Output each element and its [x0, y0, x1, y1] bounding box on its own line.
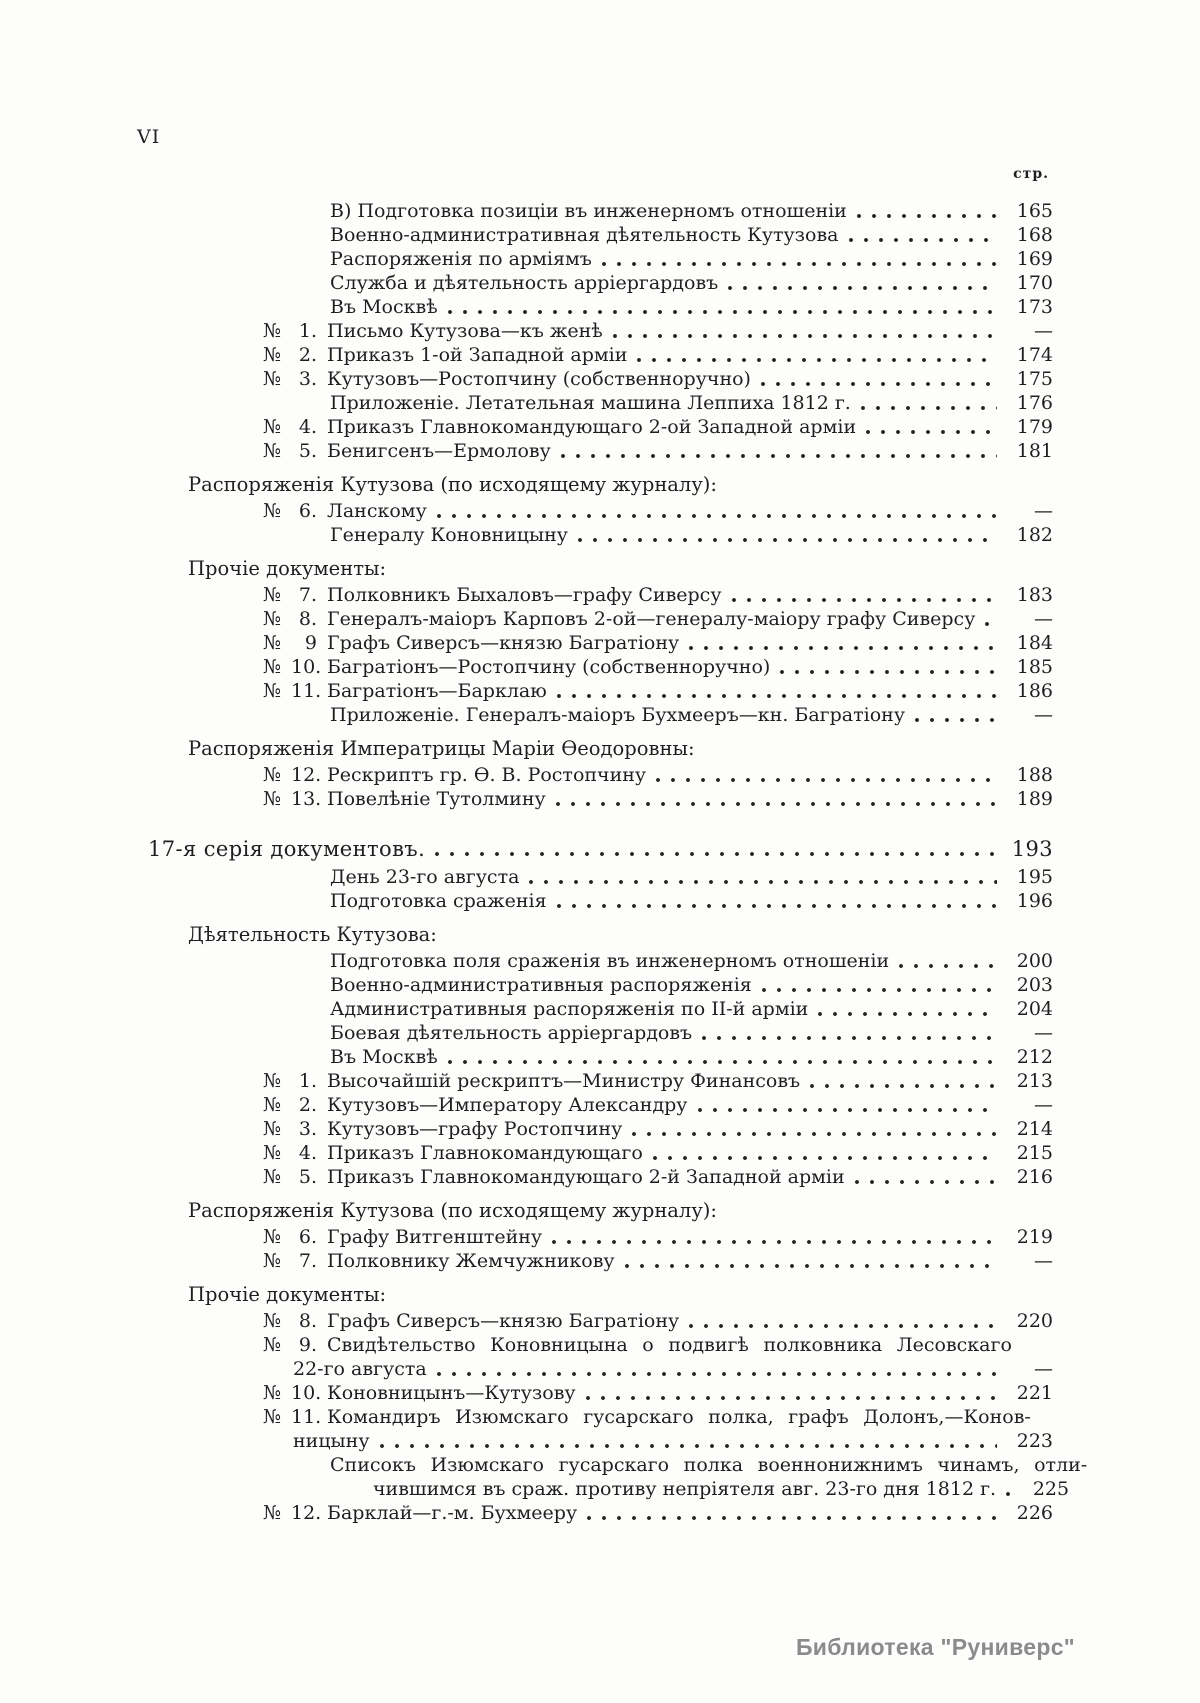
entry-number: 4. — [298, 416, 317, 438]
toc-row — [138, 319, 1053, 343]
page-number: 170 — [1016, 272, 1053, 294]
numero-sign: № — [263, 1094, 281, 1116]
numero-sign: № — [263, 320, 281, 342]
toc-section-heading — [138, 737, 1053, 761]
entry-number: 3. — [298, 368, 317, 390]
numero-sign: № — [263, 584, 281, 606]
dot-leader — [731, 597, 997, 603]
page-number: 189 — [1016, 788, 1053, 810]
dot-leader — [612, 333, 997, 339]
page-number: 226 — [1016, 1502, 1053, 1524]
page-number: 174 — [1016, 344, 1053, 366]
page-number: — — [1034, 500, 1053, 522]
toc-row — [138, 1249, 1053, 1273]
entry-number: 9. — [298, 1334, 317, 1356]
entry-title: Бенигсенъ—Ермолову — [327, 440, 551, 462]
dot-leader — [1005, 1491, 1013, 1497]
toc-row — [138, 1477, 1070, 1501]
numero-sign: № — [263, 1502, 281, 1524]
dot-leader — [727, 285, 997, 291]
entry-title: Ланскому — [327, 500, 427, 522]
toc-row — [138, 367, 1053, 391]
page-number: 214 — [1016, 1118, 1053, 1140]
entry-number: 12. — [291, 764, 322, 786]
page-number: 183 — [1016, 584, 1053, 606]
entry-number: 13. — [291, 788, 322, 810]
entry-title: Коновницынъ—Кутузову — [327, 1382, 576, 1404]
library-watermark: Библиотека "Руниверс" — [795, 1634, 1075, 1660]
entry-number: 9 — [304, 632, 317, 654]
entry-title: Прочіе документы: — [188, 557, 387, 580]
toc-row — [138, 499, 1053, 523]
entry-number: 8. — [298, 608, 317, 630]
toc-section-heading — [138, 923, 1053, 947]
entry-number: 6. — [298, 1226, 317, 1248]
toc-section-heading — [138, 1283, 1053, 1307]
toc-row — [138, 889, 1053, 913]
numero-sign: № — [263, 1166, 281, 1188]
entry-title: Багратіонъ—Барклаю — [327, 680, 547, 702]
toc-row — [138, 1333, 1053, 1357]
entry-title: Генералу Коновницыну — [330, 524, 568, 546]
dot-leader — [860, 405, 997, 411]
dot-leader — [436, 1371, 997, 1377]
numero-sign: № — [263, 656, 281, 678]
toc-row — [138, 1117, 1053, 1141]
dot-leader — [854, 1179, 997, 1185]
numero-sign: № — [263, 1310, 281, 1332]
toc-row — [138, 655, 1053, 679]
entry-title: Служба и дѣятельность арріергардовъ — [330, 272, 719, 294]
page-number: 193 — [1011, 837, 1053, 861]
page-number: 223 — [1016, 1430, 1053, 1452]
toc-row — [138, 1501, 1053, 1525]
dot-leader — [914, 717, 997, 723]
page-number: 181 — [1016, 440, 1053, 462]
toc-row — [138, 1165, 1053, 1189]
dot-leader — [624, 1263, 997, 1269]
page-number: — — [1034, 1094, 1053, 1116]
page-column-header: стр. — [1013, 166, 1049, 182]
entry-number: 5. — [298, 1166, 317, 1188]
dot-leader — [601, 261, 997, 267]
entry-title: Кутузовъ—Императору Александру — [327, 1094, 688, 1116]
numero-sign: № — [263, 788, 281, 810]
page-number: — — [1034, 320, 1053, 342]
toc-row — [138, 1045, 1053, 1069]
page-number: 212 — [1016, 1046, 1053, 1068]
entry-title: Военно-административная дѣятельность Кутузова — [330, 224, 839, 246]
numero-sign: № — [263, 1142, 281, 1164]
dot-leader — [817, 1011, 997, 1017]
entry-number: 11. — [291, 1406, 322, 1428]
entry-title: Боевая дѣятельность арріергардовъ — [330, 1022, 693, 1044]
dot-leader — [555, 801, 997, 807]
dot-leader — [560, 453, 997, 459]
toc-section-heading — [138, 473, 1053, 497]
page-number: 175 — [1016, 368, 1053, 390]
toc-row — [138, 787, 1053, 811]
numero-sign: № — [263, 500, 281, 522]
entry-title: Командиръ Изюмскаго гусарскаго полка, графъ Долонъ,—Конов- — [327, 1406, 1031, 1428]
numero-sign: № — [263, 680, 281, 702]
dot-leader — [636, 357, 997, 363]
entry-title: ницыну — [293, 1430, 370, 1452]
entry-title: Распоряженія Кутузова (по исходящему журналу): — [188, 1199, 717, 1222]
page-number: 220 — [1016, 1310, 1053, 1332]
dot-leader — [585, 1395, 997, 1401]
entry-number: 7. — [298, 584, 317, 606]
page-number: — — [1034, 608, 1053, 630]
toc-row — [138, 1225, 1053, 1249]
numero-sign: № — [263, 1382, 281, 1404]
toc-row — [138, 997, 1053, 1021]
toc-row — [138, 1405, 1053, 1429]
dot-leader — [556, 693, 997, 699]
dot-leader — [761, 987, 997, 993]
dot-leader — [556, 903, 997, 909]
entry-title: Приказъ Главнокомандующаго — [327, 1142, 643, 1164]
toc-row — [138, 439, 1053, 463]
toc-row — [138, 223, 1053, 247]
toc-row — [138, 1429, 1053, 1453]
entry-title: Распоряженія по арміямъ — [330, 248, 592, 270]
toc-row — [138, 1357, 1053, 1381]
table-of-contents — [138, 165, 1088, 1525]
dot-leader — [688, 1323, 997, 1329]
entry-title: Письмо Кутузова—къ женѣ — [327, 320, 603, 342]
folio-page-number: VI — [137, 126, 161, 148]
page-number: — — [1034, 1250, 1053, 1272]
entry-title: Распоряженія Кутузова (по исходящему журналу): — [188, 473, 717, 496]
numero-sign: № — [263, 1406, 281, 1428]
entry-number: 6. — [298, 500, 317, 522]
entry-title: Подготовка поля сраженія въ инженерномъ отношеніи — [330, 950, 890, 972]
toc-row — [138, 199, 1053, 223]
entry-title: Полковникъ Быхаловъ—графу Сиверсу — [327, 584, 722, 606]
entry-title: Приказъ Главнокомандующаго 2-ой Западной арміи — [327, 416, 857, 438]
toc-row — [138, 1381, 1053, 1405]
toc-row — [138, 247, 1053, 271]
toc-row — [138, 607, 1053, 631]
entry-number: 5. — [298, 440, 317, 462]
toc-row — [138, 973, 1053, 997]
entry-title: Въ Москвѣ — [330, 1046, 438, 1068]
dot-leader — [856, 213, 997, 219]
page-number: 203 — [1016, 974, 1053, 996]
entry-title: Графъ Сиверсъ—князю Багратіону — [327, 632, 680, 654]
page-number: 168 — [1016, 224, 1053, 246]
toc-section-heading — [138, 557, 1053, 581]
dot-leader — [447, 1059, 997, 1065]
entry-title: Подготовка сраженія — [330, 890, 547, 912]
entry-title: Приказъ 1-ой Западной арміи — [327, 344, 628, 366]
toc-row — [138, 1453, 1088, 1477]
dot-leader — [984, 621, 997, 627]
entry-title: Свидѣтельство Коновницына о подвигѣ полковника Лесовскаго — [327, 1334, 1012, 1356]
dot-leader — [809, 1083, 997, 1089]
toc-row — [138, 1141, 1053, 1165]
toc-row — [138, 1093, 1053, 1117]
toc-row — [138, 271, 1053, 295]
entry-title: Приложеніе. Летательная машина Леппиха 1812 г. — [330, 392, 851, 414]
dot-leader — [551, 1239, 997, 1245]
entry-title: Кутузовъ—Ростопчину (собственноручно) — [327, 368, 751, 390]
numero-sign: № — [263, 632, 281, 654]
toc-rows — [138, 199, 1088, 1525]
page-number: 173 — [1016, 296, 1053, 318]
numero-sign: № — [263, 344, 281, 366]
numero-sign: № — [263, 1118, 281, 1140]
page-number: 188 — [1016, 764, 1053, 786]
entry-title: Приложеніе. Генералъ-маіоръ Бухмееръ—кн. Багратіону — [330, 704, 906, 726]
numero-sign: № — [263, 608, 281, 630]
toc-row — [138, 631, 1053, 655]
entry-title: Повелѣніе Тутолмину — [327, 788, 546, 810]
page-number: 184 — [1016, 632, 1053, 654]
page-number: 215 — [1016, 1142, 1053, 1164]
entry-title: 22-го августа — [293, 1358, 427, 1380]
toc-row — [138, 865, 1053, 889]
page-number: 179 — [1016, 416, 1053, 438]
entry-number: 10. — [291, 1382, 322, 1404]
entry-title: Барклай—г.-м. Бухмееру — [327, 1502, 578, 1524]
page-number: 219 — [1016, 1226, 1053, 1248]
dot-leader — [760, 381, 997, 387]
dot-leader — [436, 513, 997, 519]
entry-number: 8. — [298, 1310, 317, 1332]
page-number: 165 — [1016, 200, 1053, 222]
dot-leader — [701, 1035, 997, 1041]
numero-sign: № — [263, 1250, 281, 1272]
entry-title: Административныя распоряженія по II-й арміи — [330, 998, 809, 1020]
entry-number: 11. — [291, 680, 322, 702]
entry-title: Графу Витгенштейну — [327, 1226, 543, 1248]
toc-row — [138, 343, 1053, 367]
dot-leader — [577, 537, 997, 543]
entry-title: Графъ Сиверсъ—князю Багратіону — [327, 1310, 680, 1332]
dot-leader — [848, 237, 997, 243]
dot-leader — [898, 963, 997, 969]
entry-number: 4. — [298, 1142, 317, 1164]
entry-number: 1. — [298, 1070, 317, 1092]
toc-section-heading — [138, 1199, 1053, 1223]
page-number: 216 — [1016, 1166, 1053, 1188]
page-number: — — [1034, 704, 1053, 726]
entry-number: 1. — [298, 320, 317, 342]
numero-sign: № — [263, 764, 281, 786]
page-number: 225 — [1032, 1478, 1070, 1500]
entry-title: Распоряженія Императрицы Маріи Ѳеодоровны: — [188, 737, 695, 760]
toc-row — [138, 1069, 1053, 1093]
entry-title: Военно-административныя распоряженія — [330, 974, 752, 996]
page-number: 221 — [1016, 1382, 1053, 1404]
entry-number: 7. — [298, 1250, 317, 1272]
entry-number: 10. — [291, 656, 322, 678]
toc-series-heading — [138, 837, 1053, 861]
entry-title: В) Подготовка позиціи въ инженерномъ отношеніи — [330, 200, 847, 222]
dot-leader — [655, 777, 997, 783]
dot-leader — [379, 1443, 997, 1449]
page-number: 213 — [1016, 1070, 1053, 1092]
page-number: 200 — [1016, 950, 1053, 972]
numero-sign: № — [263, 1334, 281, 1356]
entry-title: Прочіе документы: — [188, 1283, 387, 1306]
dot-leader — [447, 309, 997, 315]
entry-number: 2. — [298, 344, 317, 366]
dot-leader — [528, 879, 997, 885]
toc-row — [138, 763, 1053, 787]
dot-leader — [688, 645, 997, 651]
page-number: — — [1034, 1022, 1053, 1044]
numero-sign: № — [263, 416, 281, 438]
dot-leader — [865, 429, 997, 435]
entry-title: Списокъ Изюмскаго гусарскаго полка военнонижнимъ чинамъ, отли- — [330, 1454, 1088, 1476]
toc-row — [138, 295, 1053, 319]
toc-row — [138, 583, 1053, 607]
dot-leader — [697, 1107, 998, 1113]
entry-title: Багратіонъ—Ростопчину (собственноручно) — [327, 656, 771, 678]
entry-title: День 23-го августа — [330, 866, 520, 888]
page-number: 176 — [1016, 392, 1053, 414]
page-number: 185 — [1016, 656, 1053, 678]
dot-leader — [652, 1155, 997, 1161]
toc-row — [138, 1309, 1053, 1333]
page-number: 196 — [1016, 890, 1053, 912]
entry-number: 3. — [298, 1118, 317, 1140]
numero-sign: № — [263, 368, 281, 390]
entry-title: Кутузовъ—графу Ростопчину — [327, 1118, 623, 1140]
toc-row — [138, 523, 1053, 547]
entry-title: Дѣятельность Кутузова: — [188, 923, 437, 946]
entry-title: чившимся въ сраж. противу непріятеля авг. 23-го дня 1812 г. — [373, 1478, 997, 1500]
entry-title: Генералъ-маіоръ Карповъ 2-ой—генералу-маіору графу Сиверсу — [327, 608, 976, 630]
page-number: 204 — [1016, 998, 1053, 1020]
page-number: 182 — [1016, 524, 1053, 546]
toc-row — [138, 703, 1053, 727]
numero-sign: № — [263, 1070, 281, 1092]
numero-sign: № — [263, 440, 281, 462]
page-number: — — [1034, 1358, 1053, 1380]
entry-title: 17-я серія документовъ. — [148, 837, 426, 861]
page-number: 186 — [1016, 680, 1053, 702]
dot-leader — [434, 851, 997, 857]
entry-title: Рескриптъ гр. Ѳ. В. Ростопчину — [327, 764, 647, 786]
toc-row — [138, 391, 1053, 415]
dot-leader — [631, 1131, 997, 1137]
toc-row — [138, 679, 1053, 703]
numero-sign: № — [263, 1226, 281, 1248]
entry-title: Полковнику Жемчужникову — [327, 1250, 615, 1272]
page-number: 169 — [1016, 248, 1053, 270]
toc-row — [138, 949, 1053, 973]
page-number: 195 — [1016, 866, 1053, 888]
toc-row — [138, 1021, 1053, 1045]
dot-leader — [586, 1515, 997, 1521]
entry-number: 2. — [298, 1094, 317, 1116]
entry-title: Приказъ Главнокомандующаго 2-й Западной арміи — [327, 1166, 845, 1188]
entry-title: Высочайшій рескриптъ—Министру Финансовъ — [327, 1070, 801, 1092]
entry-title: Въ Москвѣ — [330, 296, 438, 318]
toc-row — [138, 415, 1053, 439]
entry-number: 12. — [291, 1502, 322, 1524]
dot-leader — [779, 669, 997, 675]
